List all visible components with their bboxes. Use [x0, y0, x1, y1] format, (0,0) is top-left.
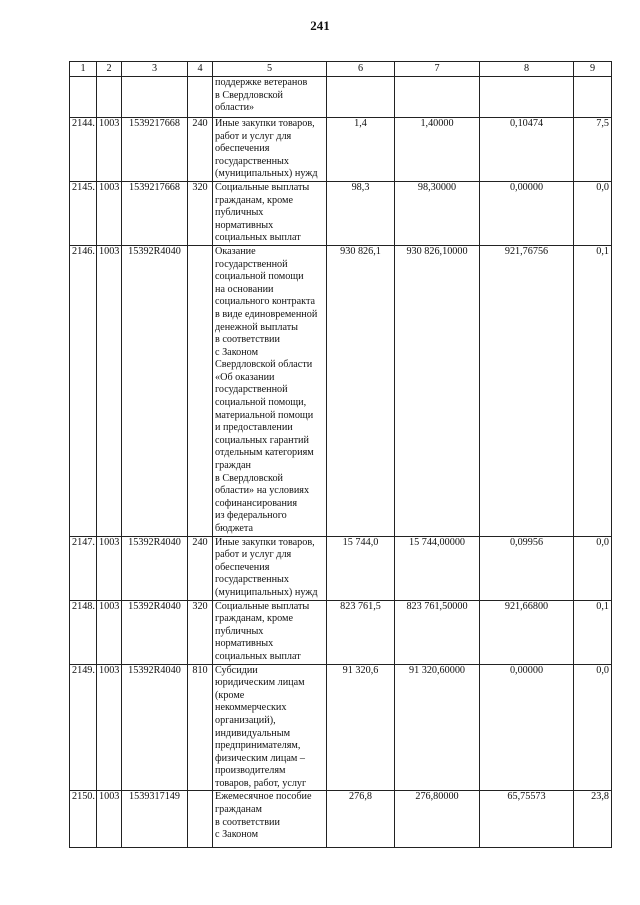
item-name-line: (муниципальных) нужд — [215, 586, 318, 598]
value-col9: 0,1 — [574, 245, 612, 536]
item-name-line: софинансирования — [215, 497, 298, 509]
section-code — [97, 77, 122, 118]
item-name-line: на основании — [215, 283, 274, 295]
item-name — [213, 536, 327, 600]
item-name-line: отдельным категориям — [215, 447, 314, 459]
row-number: 2147. — [70, 536, 97, 600]
item-name — [213, 791, 327, 848]
item-name-line: Социальные выплаты — [215, 181, 310, 193]
value-col6: 276,8 — [327, 791, 395, 848]
page-number: 241 — [310, 18, 330, 33]
target-code: 15392R4040 — [122, 245, 188, 536]
item-name-line: из федерального — [215, 510, 287, 522]
value-col7: 930 826,10000 — [395, 245, 480, 536]
item-name-line: в соответствии — [215, 334, 280, 346]
item-name — [213, 664, 327, 791]
item-name-line: Иные закупки товаров, — [215, 536, 315, 548]
target-code: 15392R4040 — [122, 536, 188, 600]
item-name-line: государственной — [215, 384, 288, 396]
expense-kind — [188, 245, 213, 536]
item-name-line: Свердловской области — [215, 359, 313, 371]
item-name-line: государственных — [215, 155, 289, 167]
section-code: 1003 — [97, 664, 122, 791]
value-col8: 0,00000 — [480, 664, 574, 791]
target-code — [122, 77, 188, 118]
item-name-line: нормативных — [215, 638, 274, 650]
item-name-line: социальных гарантий — [215, 434, 309, 446]
item-name-line: и предоставлении — [215, 422, 293, 434]
row-number — [70, 77, 97, 118]
item-name-line: товаров, работ, услуг — [215, 777, 307, 789]
item-name — [213, 245, 327, 536]
item-name-line: гражданам, кроме — [215, 613, 293, 625]
row-number: 2148. — [70, 600, 97, 664]
item-name-line: работ и услуг для — [215, 549, 292, 561]
table-row — [70, 600, 612, 664]
item-name-line: обеспечения — [215, 143, 270, 155]
section-code: 1003 — [97, 118, 122, 182]
value-col8: 921,76756 — [480, 245, 574, 536]
section-code: 1003 — [97, 536, 122, 600]
budget-table — [69, 61, 612, 848]
item-name-line: юридическим лицам — [215, 677, 305, 689]
column-header-9: 9 — [574, 62, 612, 77]
item-name-line: в виде единовременной — [215, 308, 318, 320]
value-col9: 0,1 — [574, 600, 612, 664]
item-name — [213, 181, 327, 245]
item-name — [213, 118, 327, 182]
value-col8: 0,10474 — [480, 118, 574, 182]
value-col9: 0,0 — [574, 664, 612, 791]
item-name-line: социальных выплат — [215, 650, 301, 662]
item-name — [213, 600, 327, 664]
column-header-1: 1 — [70, 62, 97, 77]
value-col8 — [480, 77, 574, 118]
item-name-line: области» на условиях — [215, 485, 310, 497]
value-col9: 0,0 — [574, 536, 612, 600]
item-name-line: работ и услуг для — [215, 130, 292, 142]
value-col7: 15 744,00000 — [395, 536, 480, 600]
value-col8: 921,66800 — [480, 600, 574, 664]
expense-kind: 810 — [188, 664, 213, 791]
section-code: 1003 — [97, 600, 122, 664]
expense-kind — [188, 77, 213, 118]
item-name-line: физическим лицам – — [215, 752, 305, 764]
item-name-line: социальной помощи, — [215, 397, 307, 409]
value-col9 — [574, 77, 612, 118]
item-name-line: бюджета — [215, 523, 253, 534]
item-name-line: некоммерческих — [215, 702, 287, 714]
table-row — [70, 118, 612, 182]
table-row — [70, 664, 612, 791]
value-col7: 276,80000 — [395, 791, 480, 848]
column-header-7: 7 — [395, 62, 480, 77]
item-name-line: индивидуальным — [215, 727, 291, 739]
item-name-line: Иные закупки товаров, — [215, 118, 315, 129]
item-name-line: организаций), — [215, 714, 276, 726]
item-name-line: Социальные выплаты — [215, 600, 310, 612]
value-col6: 1,4 — [327, 118, 395, 182]
item-name-line: государственной — [215, 258, 288, 270]
row-number: 2144. — [70, 118, 97, 182]
value-col7: 91 320,60000 — [395, 664, 480, 791]
value-col6: 15 744,0 — [327, 536, 395, 600]
value-col9: 23,8 — [574, 791, 612, 848]
column-header-8: 8 — [480, 62, 574, 77]
column-header-6: 6 — [327, 62, 395, 77]
value-col7: 1,40000 — [395, 118, 480, 182]
item-name-line: (муниципальных) нужд — [215, 168, 318, 180]
row-number: 2145. — [70, 181, 97, 245]
item-name-line: «Об оказании — [215, 371, 275, 383]
column-header-4: 4 — [188, 62, 213, 77]
item-name-line: гражданам, кроме — [215, 194, 293, 206]
expense-kind: 320 — [188, 181, 213, 245]
section-code: 1003 — [97, 245, 122, 536]
expense-kind: 320 — [188, 600, 213, 664]
item-name-line: предпринимателям, — [215, 740, 301, 752]
item-name-line: материальной помощи — [215, 409, 314, 421]
target-code: 1539217668 — [122, 181, 188, 245]
target-code: 1539217668 — [122, 118, 188, 182]
section-code: 1003 — [97, 181, 122, 245]
section-code: 1003 — [97, 791, 122, 848]
item-name-line: в Свердловской — [215, 89, 283, 101]
value-col9: 7,5 — [574, 118, 612, 182]
row-number: 2150. — [70, 791, 97, 848]
item-name-line: Ежемесячное пособие — [215, 791, 312, 803]
expense-kind: 240 — [188, 118, 213, 182]
item-name — [213, 77, 327, 118]
column-header-5: 5 — [213, 62, 327, 77]
value-col6: 98,3 — [327, 181, 395, 245]
value-col7 — [395, 77, 480, 118]
value-col6: 91 320,6 — [327, 664, 395, 791]
column-header-3: 3 — [122, 62, 188, 77]
value-col6: 823 761,5 — [327, 600, 395, 664]
value-col7: 98,30000 — [395, 181, 480, 245]
item-name-line: граждан — [215, 460, 251, 472]
value-col6: 930 826,1 — [327, 245, 395, 536]
target-code: 1539317149 — [122, 791, 188, 848]
item-name-line: в соответствии — [215, 816, 280, 828]
item-name-line: публичных — [215, 207, 264, 219]
row-number: 2146. — [70, 245, 97, 536]
item-name-line: социальных выплат — [215, 232, 301, 244]
value-col9: 0,0 — [574, 181, 612, 245]
target-code: 15392R4040 — [122, 600, 188, 664]
item-name-line: области» — [215, 102, 255, 114]
value-col6 — [327, 77, 395, 118]
table-row — [70, 536, 612, 600]
item-name-line: с Законом — [215, 829, 259, 841]
row-number: 2149. — [70, 664, 97, 791]
item-name-line: социальной помощи — [215, 271, 304, 283]
value-col8: 0,00000 — [480, 181, 574, 245]
item-name-line: Оказание — [215, 245, 256, 257]
table-row — [70, 181, 612, 245]
item-name-line: обеспечения — [215, 561, 270, 573]
header-row — [70, 62, 612, 77]
column-header-2: 2 — [97, 62, 122, 77]
table-row — [70, 77, 612, 118]
item-name-line: производителям — [215, 765, 286, 777]
table-row — [70, 791, 612, 848]
item-name-line: поддержке ветеранов — [215, 77, 308, 88]
item-name-line: Субсидии — [215, 664, 258, 676]
expense-kind: 240 — [188, 536, 213, 600]
item-name-line: государственных — [215, 574, 289, 586]
table-row — [70, 245, 612, 536]
item-name-line: денежной выплаты — [215, 321, 299, 333]
table-body — [70, 77, 612, 848]
value-col8: 0,09956 — [480, 536, 574, 600]
item-name-line: с Законом — [215, 346, 259, 358]
item-name-line: нормативных — [215, 219, 274, 231]
target-code: 15392R4040 — [122, 664, 188, 791]
item-name-line: публичных — [215, 625, 264, 637]
item-name-line: социального контракта — [215, 296, 316, 308]
value-col7: 823 761,50000 — [395, 600, 480, 664]
value-col8: 65,75573 — [480, 791, 574, 848]
item-name-line: (кроме — [215, 689, 245, 701]
expense-kind — [188, 791, 213, 848]
item-name-line: в Свердловской — [215, 472, 283, 484]
item-name-line: гражданам — [215, 804, 262, 816]
